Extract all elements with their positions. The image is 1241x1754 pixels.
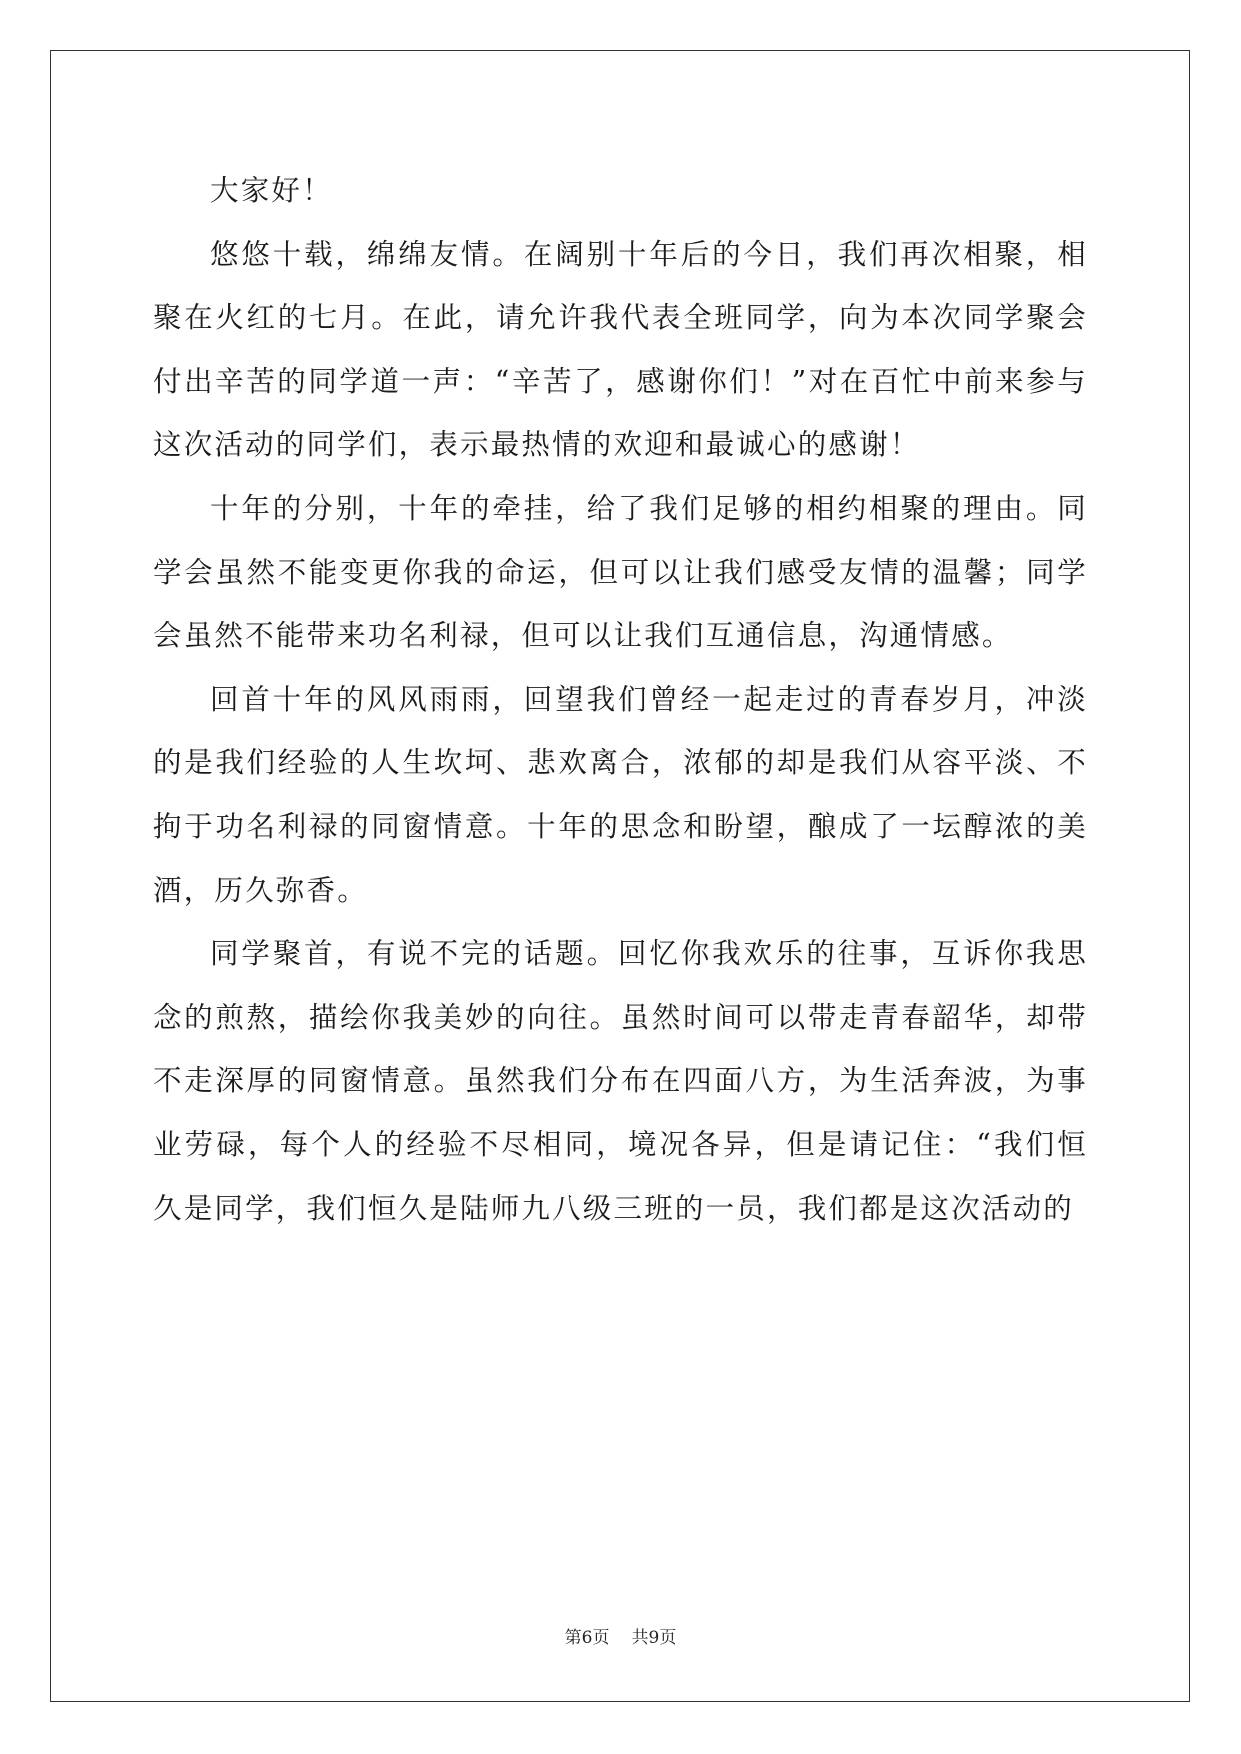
paragraph-3: 回首十年的风风雨雨，回望我们曾经一起走过的青春岁月，冲淡的是我们经验的人生坎坷、悲欢离合，浓郁的却是我们从容平淡、不拘于功名利禄的同窗情意。十年的思念和盼望，酿成了一坛醇浓的美酒，历久弥香。 (153, 682, 1088, 907)
paragraph-greeting: 大家好！ (210, 174, 333, 207)
paragraph-2: 十年的分别，十年的牵挂，给了我们足够的相约相聚的理由。同学会虽然不能变更你我的命运，但可以让我们感受友情的温馨；同学会虽然不能带来功名利禄，但可以让我们互通信息，沟通情感。 (153, 491, 1088, 653)
page-footer (0, 1626, 1241, 1650)
page-number: 第6页 (564, 1628, 610, 1648)
page-total: 共9页 (631, 1628, 677, 1648)
document-body (153, 159, 1088, 1240)
paragraph-1: 悠悠十载，绵绵友情。在阔别十年后的今日，我们再次相聚，相聚在火红的七月。在此，请允许我代表全班同学，向为本次同学聚会付出辛苦的同学道一声：“辛苦了，感谢你们！”对在百忙中前来参与这次活动的同学们，表示最热情的欢迎和最诚心的感谢！ (153, 237, 1088, 462)
paragraph-4: 同学聚首，有说不完的话题。回忆你我欢乐的往事，互诉你我思念的煎熬，描绘你我美妙的向往。虽然时间可以带走青春韶华，却带不走深厚的同窗情意。虽然我们分布在四面八方，为生活奔波，为事业劳碌，每个人的经验不尽相同，境况各异，但是请记住：“我们恒久是同学，我们恒久是陆师九八级三班的一员，我们都是这次活动的 (153, 937, 1088, 1225)
